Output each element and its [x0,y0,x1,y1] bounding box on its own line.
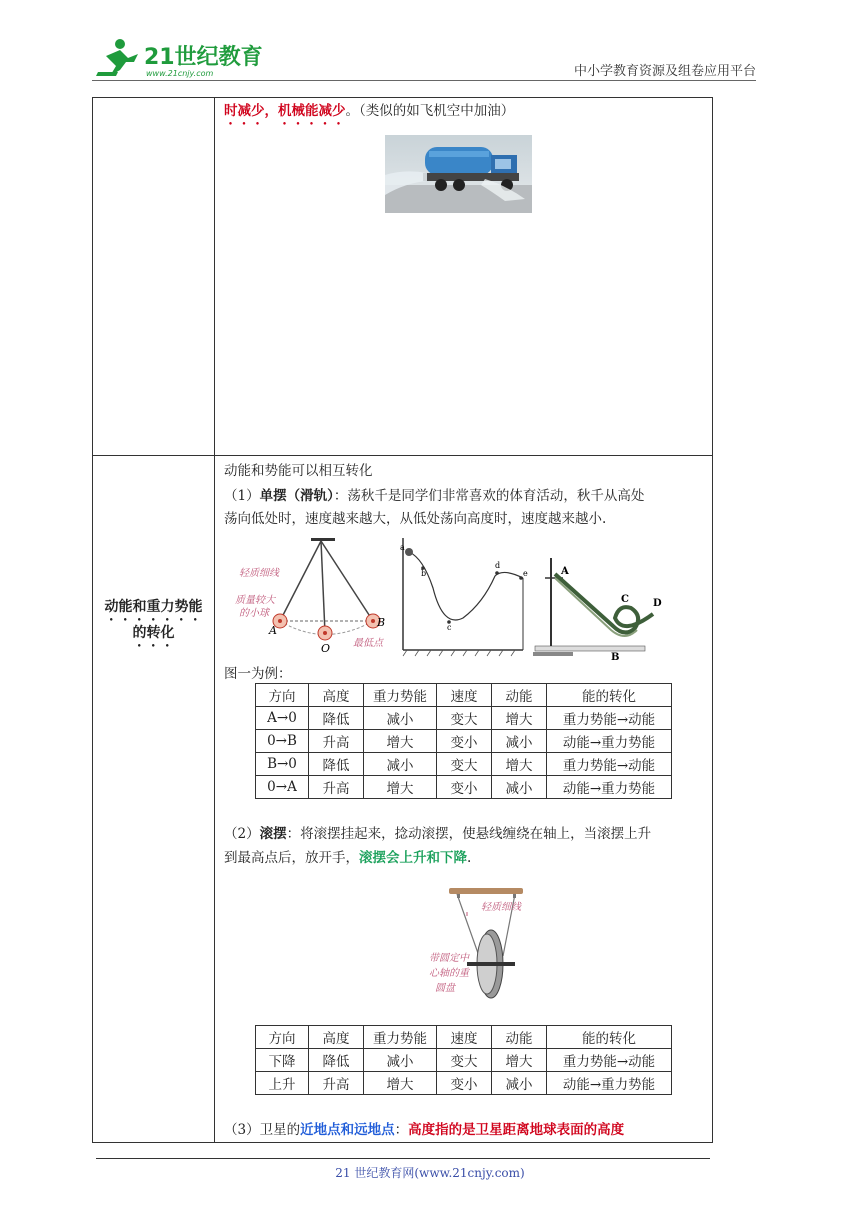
label-ball2: 的小球 [239,608,269,619]
table-header-row [256,1026,672,1049]
yoyo-label-d1: 带圆定中 [429,953,469,964]
pendulum-table [255,683,672,799]
logo-text: 21世纪教育 [144,45,263,70]
table-cell: 减小 [364,1049,437,1072]
p2-rest: ：将滚摆挂起来，捻动滚摆，使悬线缠绕在轴上，当滚摆上升 [286,826,652,842]
label-lowest: 最低点 [353,638,383,649]
p3-prefix: （3）卫星的 [224,1122,301,1138]
track-label-c: c [447,623,452,632]
loop-label-A: A [561,566,569,577]
pendulum-figures [233,538,693,663]
wheel-table [255,1025,672,1095]
row2-label-line2: 的转化 [132,625,175,641]
table-cell: 减小 [492,776,547,799]
yoyo-label-d3: 圆盘 [435,983,455,994]
table-header-cell: 动能 [492,684,547,707]
logo-url: www.21cnjy.com [146,69,214,78]
maxwell-wheel-figure [387,886,527,1014]
table-cell: 重力势能→动能 [547,753,672,776]
table-header-cell: 高度 [309,684,364,707]
figure-loop-track [533,558,662,663]
label-B: B [377,616,386,629]
p2-line2-end: . [467,850,472,866]
table-row [256,707,672,730]
table-cell: 0→B [256,730,309,753]
table-row [256,776,672,799]
p2-line2-green: 滚摆会上升和下降 [359,850,467,866]
label-ball1: 质量较大 [235,595,275,606]
table-cell: 上升 [256,1072,309,1095]
table-row [256,1049,672,1072]
table-header-cell: 速度 [437,684,492,707]
label-A: A [269,624,277,637]
p2-line2-a: 到最高点后，放开手， [224,850,359,866]
example-label: 图一为例： [224,666,292,682]
table-cell: 降低 [309,1049,364,1072]
track-label-d: d [495,561,501,570]
table-header-cell: 重力势能 [364,684,437,707]
table-header-cell: 动能 [492,1026,547,1049]
table-cell: 变小 [437,776,492,799]
table-cell: 增大 [364,730,437,753]
header-divider [92,80,756,81]
figure-track [400,538,528,656]
table-header-cell: 高度 [309,1026,364,1049]
table-cell: 动能→重力势能 [547,730,672,753]
row1-red-text: 时减少，机械能减少 [224,103,346,119]
table-row [256,753,672,776]
table-cell: 降低 [309,753,364,776]
table-cell: 变大 [437,707,492,730]
table-cell: 升高 [309,776,364,799]
water-truck-photo [385,135,532,213]
table-cell: 0→A [256,776,309,799]
table-cell: 增大 [492,753,547,776]
table-row [256,730,672,753]
loop-label-D: D [653,598,662,609]
column-divider [214,98,215,1142]
table-cell: 增大 [364,776,437,799]
table-cell: 降低 [309,707,364,730]
table-header-cell: 方向 [256,684,309,707]
content-table [92,97,713,1143]
p1-prefix: （1） [224,488,260,504]
p3-blue: 近地点和远地点 [300,1122,395,1138]
loop-label-B: B [611,652,620,663]
table-header-row [256,684,672,707]
p2-bold: 滚摆 [259,826,287,842]
track-label-b: b [421,569,427,578]
table-header-cell: 能的转化 [547,684,672,707]
yoyo-label-thread: 轻质细线 [481,902,521,913]
table-cell: 变大 [437,1049,492,1072]
table-cell: 变小 [437,730,492,753]
p1-line2: 荡向低处时，速度越来越大，从低处荡向高度时，速度越来越小. [224,511,607,527]
p1-bold: 单摆（滑轨） [259,488,334,504]
row2-label-line1: 动能和重力势能 [104,599,203,615]
yoyo-label-d2: 心轴的重 [429,968,469,979]
p1-line1 [224,487,644,505]
table-cell: 升高 [309,730,364,753]
row1-tail: 。（类似的如飞机空中加油） [345,103,515,119]
table-header-cell: 方向 [256,1026,309,1049]
table-cell: 动能→重力势能 [547,776,672,799]
figure-pendulum [235,538,385,655]
table-cell: 增大 [492,1049,547,1072]
table-cell: 变小 [437,1072,492,1095]
table-cell: 下降 [256,1049,309,1072]
p2-line2 [224,849,471,867]
table-cell: 增大 [492,707,547,730]
p2-prefix: （2） [224,826,260,842]
label-thread: 轻质细线 [239,568,279,579]
table-cell: B→0 [256,753,309,776]
row-divider [93,455,712,456]
p3-colon: ： [394,1122,409,1138]
table-cell: 动能→重力势能 [547,1072,672,1095]
table-cell: 增大 [364,1072,437,1095]
p3-line [224,1121,624,1139]
table-cell: 减小 [364,753,437,776]
p2-line1 [224,825,651,843]
table-header-cell: 重力势能 [364,1026,437,1049]
intro-text: 动能和势能可以相互转化 [224,463,373,479]
table-cell: A→0 [256,707,309,730]
table-header-cell: 速度 [437,1026,492,1049]
p3-red: 高度指的是卫星距离地球表面的高度 [408,1122,625,1138]
platform-name: 中小学教育资源及组卷应用平台 [573,64,756,79]
footer-divider [96,1158,710,1159]
p1-rest: ：荡秋千是同学们非常喜欢的体育活动，秋千从高处 [333,488,645,504]
track-label-e: e [523,569,528,578]
table-cell: 变大 [437,753,492,776]
label-O: O [321,642,331,655]
loop-label-C: C [621,594,629,605]
table-cell: 升高 [309,1072,364,1095]
table-header-cell: 能的转化 [547,1026,672,1049]
table-cell: 重力势能→动能 [547,1049,672,1072]
table-cell: 减小 [492,730,547,753]
site-logo [96,36,266,80]
table-cell: 减小 [492,1072,547,1095]
footer-text: 21 世纪教育网(www.21cnjy.com) [335,1166,525,1180]
track-label-a: a [400,543,405,552]
table-row [256,1072,672,1095]
table-cell: 减小 [364,707,437,730]
row1-text [224,102,514,128]
table-cell: 重力势能→动能 [547,707,672,730]
